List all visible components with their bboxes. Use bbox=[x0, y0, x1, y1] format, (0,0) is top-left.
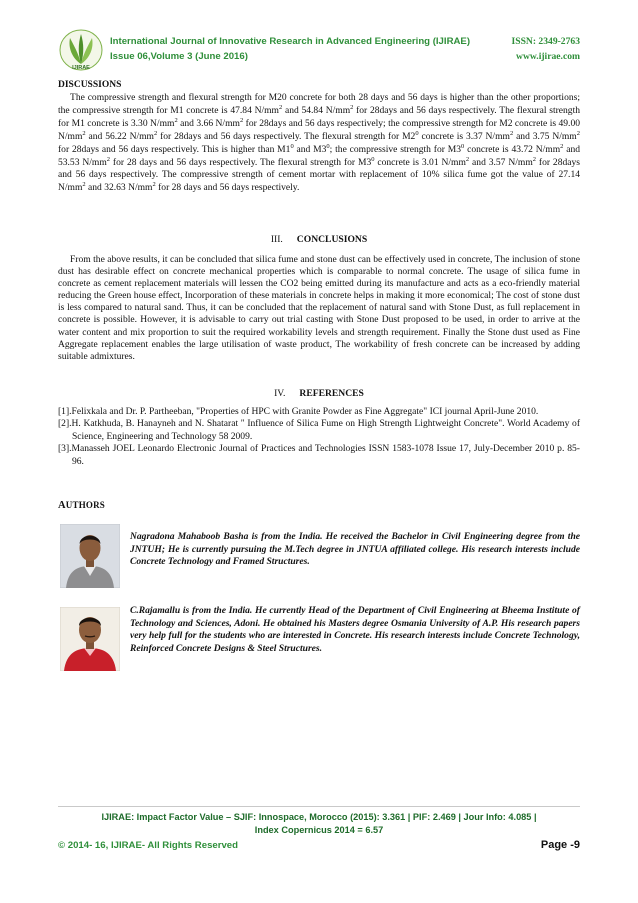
references-heading bbox=[0, 388, 638, 399]
authors-heading bbox=[58, 500, 105, 511]
copyright: © 2014- 16, IJIRAE- All Rights Reserved bbox=[58, 840, 238, 851]
author-bio: C.Rajamallu is from the India. He currently Head of the Department of Civil Engineering at Bheema Institute of Technology and Sciences, Adoni. He obtained his Masters degree Osmania University of A.P. His research papers very help full for the students who are interested in Concrete. His research interests include Concrete Technology, Reinforced Concrete Designs & Steel Structures. bbox=[130, 605, 580, 654]
text-run: and M3 bbox=[293, 143, 327, 155]
text-run: concrete is 3.37 N/mm bbox=[418, 130, 510, 142]
text-run: and 3.66 N/mm bbox=[177, 117, 240, 129]
journal-title: International Journal of Innovative Research in Advanced Engineering (IJIRAE) bbox=[110, 36, 471, 47]
text-run: The compressive strength and flexural strength for M20 concrete for both 28 days and 56 days is higher than the other proportions; the compressive strength for M1 concrete is 47.84 N/mm bbox=[58, 92, 580, 116]
superscript: 2 bbox=[509, 129, 514, 137]
superscript: 0 bbox=[371, 155, 375, 163]
footer-divider bbox=[58, 806, 580, 807]
ijirae-logo bbox=[58, 28, 104, 72]
author-photo bbox=[60, 607, 120, 671]
reference-item: [3].Manasseh JOEL Leonardo Electronic Journal of Practices and Technologies ISSN 1583-1078 Issue 17, July-December 2010 p. 85-96. bbox=[58, 443, 580, 467]
section-title: CONCLUSIONS bbox=[296, 234, 368, 245]
reference-item: [2].H. Katkhuda, B. Hanayneh and N. Shatarat " Influence of Silica Fume on High Strength Lightweight Concrete". World Academy of Science, Engineering and Technology 58 2009. bbox=[58, 418, 580, 442]
text-run: and 56.22 N/mm bbox=[85, 130, 154, 142]
superscript: 2 bbox=[239, 116, 244, 124]
author-photo bbox=[60, 524, 120, 588]
superscript: 2 bbox=[174, 116, 178, 124]
text-run: and 3.75 N/mm bbox=[513, 130, 577, 142]
text-run: for 28days and 56 days respectively. The flexural strength for M1 concrete is 3.30 N/mm bbox=[58, 104, 580, 129]
text-run: and 54.84 N/mm bbox=[282, 104, 351, 116]
conclusions-heading bbox=[0, 234, 638, 245]
superscript: 2 bbox=[106, 155, 111, 163]
text-run: and 3.57 N/mm bbox=[469, 156, 533, 168]
reference-list bbox=[58, 406, 580, 468]
impact-factor-info bbox=[58, 811, 580, 837]
text-run: and 32.63 N/mm bbox=[85, 182, 153, 194]
issue-info: Issue 06,Volume 3 (June 2016) bbox=[110, 51, 248, 62]
authors-heading-initial: A bbox=[58, 500, 66, 511]
section-number: III. bbox=[270, 234, 283, 245]
text-run: concrete is 3.01 N/mm bbox=[374, 156, 466, 168]
text-run: for 28days and 56 days respectively; the compressive strength for M2 concrete is 49.00 N/mm bbox=[58, 117, 580, 142]
text-run: and 53.53 N/mm bbox=[58, 143, 581, 168]
page-header bbox=[58, 24, 580, 76]
text-run: concrete is 43.72 N/mm bbox=[464, 143, 561, 155]
text-run: for 28days and 56 days respectively. This is higher than M1 bbox=[58, 143, 291, 155]
superscript: 2 bbox=[153, 129, 158, 137]
page-number: Page -9 bbox=[540, 839, 580, 851]
section-title: REFERENCES bbox=[299, 388, 364, 399]
superscript: 0 bbox=[415, 129, 419, 137]
superscript: 2 bbox=[279, 103, 283, 111]
impact-line: IJIRAE: Impact Factor Value – SJIF: Innospace, Morocco (2015): 3.361 | PIF: 2.469 | Jour Info: 4.085 | bbox=[101, 812, 537, 822]
impact-line: Index Copernicus 2014 = 6.57 bbox=[254, 825, 384, 835]
superscript: 2 bbox=[82, 181, 86, 189]
author-bio: Nagradona Mahaboob Basha is from the India. He received the Bachelor in Civil Engineering degree from the JNTUH; He is currently pursuing the M.Tech degree in JNTUA affiliated college. His research interests include Concrete Technology and Framed Structures. bbox=[130, 531, 580, 568]
text-run: for 28days and 56 days respectively. The flexural strength for M2 bbox=[157, 130, 416, 142]
issn: ISSN: 2349-2763 bbox=[511, 36, 580, 47]
section-number: IV. bbox=[274, 388, 286, 399]
discussions-heading: DISCUSSIONS bbox=[58, 80, 122, 90]
reference-item: [1].Felixkala and Dr. P. Partheeban, "Properties of HPC with Granite Powder as Fine Aggregate" ICI journal April-June 2010. bbox=[58, 406, 539, 417]
superscript: 2 bbox=[152, 181, 156, 189]
logo-text: IJIRAE bbox=[72, 65, 90, 71]
discussions-paragraph bbox=[58, 92, 580, 195]
superscript: 2 bbox=[560, 142, 564, 150]
superscript: 2 bbox=[465, 155, 470, 163]
text-run: ; the compressive strength for M3 bbox=[329, 143, 462, 155]
superscript: 2 bbox=[350, 103, 354, 111]
superscript: 0 bbox=[290, 142, 294, 150]
authors-heading-rest: UTHORS bbox=[65, 500, 106, 510]
superscript: 0 bbox=[461, 142, 465, 150]
text-run: for 28 days and 56 days respectively. The flexural strength for M3 bbox=[110, 156, 372, 168]
conclusions-paragraph: From the above results, it can be concluded that silica fume and stone dust can be effectively used in concrete, The inclusion of stone dust has desirable effect on concrete mechanical properties which is comparable to normal concrete. The usage of silica fume in concrete as cement replacement materials will lessen the CO2 being emitted during its manufacture and acts as a eco-friendly material reducing the Green house effect, Incorporation of these materials in concrete helps in making it more economical; The cost of stone dust is less compared to natural sand. Thus, it can be concluded that the replacement of natural sand with Stone Dust, as full replacement in concrete is possible. However, it is advisable to carry out trial casting with Stone Dust proposed to be used, in order to arrive at the water content and mix proportion to suit the required workability levels and strength requirement. Finally the Stone dust used as Fine Aggregate replacement enables the large utilisation of waste product, The workability of fresh concrete can be increased by adding suitable admixtures. bbox=[58, 254, 580, 362]
superscript: 0 bbox=[326, 142, 330, 150]
text-run: for 28days and 56 days respectively. The compressive strength of cement mortar with replacement of 10% silica fume got the value of 27.14 N/mm bbox=[58, 156, 580, 194]
superscript: 2 bbox=[82, 129, 86, 137]
website-link[interactable]: www.ijirae.com bbox=[516, 51, 580, 62]
superscript: 2 bbox=[576, 129, 580, 137]
text-run: for 28 days and 56 days respectively. bbox=[155, 182, 300, 194]
superscript: 2 bbox=[532, 155, 536, 163]
